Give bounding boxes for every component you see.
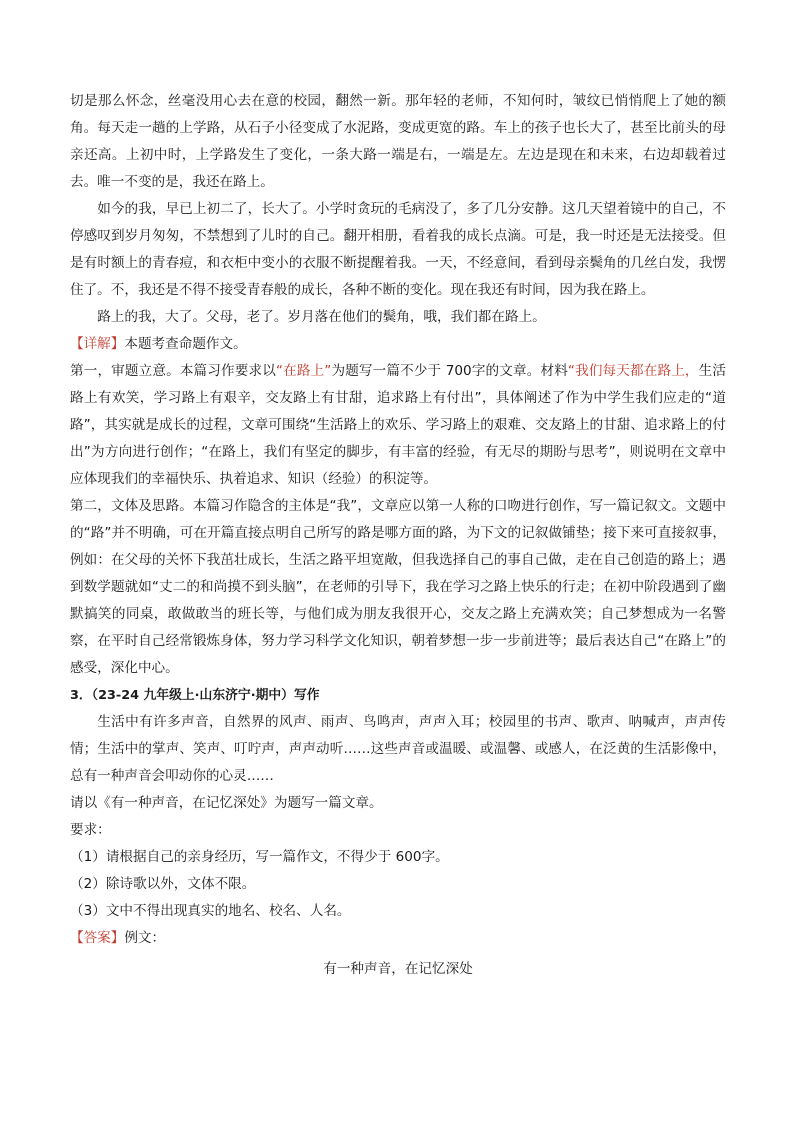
analysis-label: 【详解】 (70, 336, 125, 352)
analysis-intro-text: 本题考查命题作文。 (124, 336, 247, 352)
analysis-point-1 (70, 358, 726, 493)
analysis-point-1-b: 为题写一篇不少于 700字的文章。材料 (331, 363, 568, 379)
answer-label: 【答案】 (70, 930, 125, 946)
question-3-requirement-3: （3）文中不得出现真实的地名、校名、人名。 (70, 903, 351, 919)
essay-paragraph-2: 如今的我，早已上初二了，长大了。小学时贪玩的毛病没了，多了几分安静。这几天望着镜中的自己，不停感叹到岁月匆匆，不禁想到了儿时的自己。翻开相册，看着我的成长点滴。可是，我一时还是无法接受。但是有时额上的青春痘，和衣柜中变小的衣服不断提醒着我。一天，不经意间，看到母亲鬓角的几丝白发，我愣住了。不，我还是不得不接受青春般的成长，各种不断的变化。现在我还有时间，因为我在路上。 (70, 201, 726, 298)
analysis-intro (70, 331, 726, 358)
question-3-prompt: 请以《有一种声音，在记忆深处》为题写一篇文章。 (70, 795, 383, 811)
question-3-heading: 3．（23-24 九年级上·山东济宁·期中）写作 (70, 688, 320, 703)
question-3-requirement-1: （1）请根据自己的亲身经历，写一篇作文，不得少于 600字。 (70, 849, 449, 865)
question-3-material: 生活中有许多声音，自然界的风声、雨声、鸟鸣声，声声入耳；校园里的书声、歌声、呐喊声，声声传情；生活中的掌声、笑声、叮咛声，声声动听……这些声音或温暖、或温馨、或感人，在泛黄的生活影像中，总有一种声音会叩动你的心灵…… (70, 714, 726, 784)
analysis-point-2: 第二，文体及思路。本篇习作隐含的主体是“我”，文章应以第一人称的口吻进行创作，写一篇记叙文。文题中的“路”并不明确，可在开篇直接点明自己所写的路是哪方面的路，为下文的记叙做铺垫；接下来可直接叙事，例如：在父母的关怀下我茁壮成长，生活之路平坦宽敞，但我选择自己的事自己做，走在自己创造的路上；遇到数学题就如“丈二的和尚摸不到头脑”，在老师的引导下，我在学习之路上快乐的行走；在初中阶段遇到了幽默搞笑的同桌，敢做敢当的班长等，与他们成为朋友我很开心，交友之路上充满欢笑；自己梦想成为一名警察，在平时自己经常锻炼身体，努力学习科学文化知识，朝着梦想一步一步前进等；最后表达自己“在路上”的感受，深化中心。 (70, 498, 726, 676)
analysis-point-1-c: 生活路上有欢笑，学习路上有艰辛，交友路上有甘甜，追求路上有付出”，具体阐述了作为中学生我们应走的“道路”，其实就是成长的过程，文章可围绕“生活路上的欢乐、学习路上的艰难、交友路上的甘甜、追求路上的付出”为方向进行创作；“在路上，我们有坚定的脚步，有丰富的经验，有无尽的期盼与思考”，则说明在文章中应体现我们的幸福快乐、执着追求、知识（经验）的积淀等。 (70, 363, 726, 487)
question-3-answer (70, 925, 726, 952)
model-essay-title: 有一种声音，在记忆深处 (323, 961, 473, 977)
document-body (70, 88, 726, 983)
answer-text: 例文： (124, 930, 166, 946)
analysis-point-1-a: 第一，审题立意。本篇习作要求以 (70, 363, 276, 379)
question-3-requirement-2: （2）除诗歌以外，文体不限。 (70, 876, 256, 892)
analysis-highlight-material: “我们每天都在路上， (567, 363, 699, 379)
essay-paragraph-1: 切是那么怀念，丝毫没用心去在意的校园，翻然一新。那年轻的老师，不知何时，皱纹已悄悄爬上了她的额角。每天走一趟的上学路，从石子小径变成了水泥路，变成更宽的路。车上的孩子也长大了，甚至比前头的母亲还高。上初中时，上学路发生了变化，一条大路一端是右，一端是左。左边是现在和未来，右边却载着过去。唯一不变的是，我还在路上。 (70, 93, 726, 190)
analysis-highlight-title: “在路上” (275, 363, 332, 379)
essay-paragraph-3: 路上的我，大了。父母，老了。岁月落在他们的鬓角，哦，我们都在路上。 (97, 309, 546, 325)
question-3-requirements-label: 要求： (70, 822, 111, 838)
